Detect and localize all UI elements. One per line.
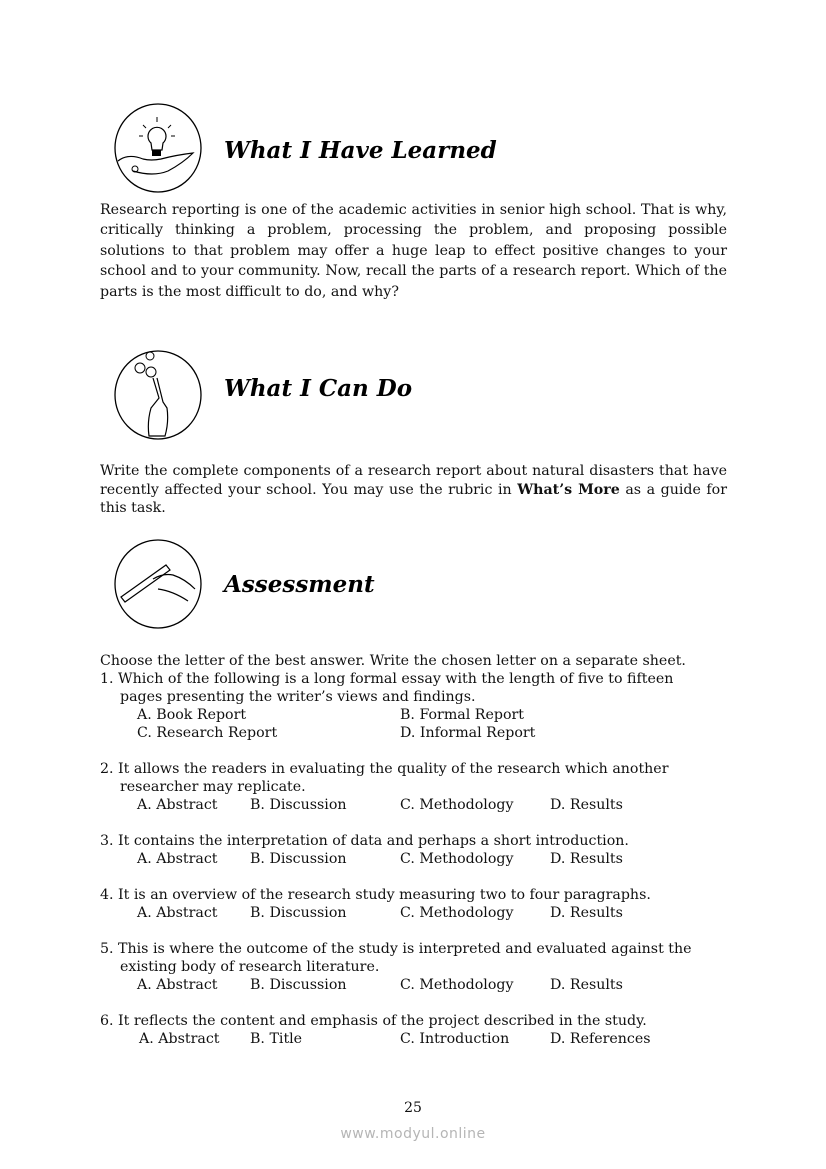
option-c: C. Methodology xyxy=(400,851,514,867)
whats-more-reference: What’s More xyxy=(517,481,620,498)
option-a: A. Abstract xyxy=(137,905,218,921)
question-5: 5. This is where the outcome of the study is interpreted and evaluated against the existing body of research literature. A. Abstract B. Discussion C. Methodology D. Results xyxy=(100,941,692,993)
option-d: D. References xyxy=(550,1031,651,1047)
option-a: A. Book Report xyxy=(137,707,247,723)
option-c: C. Methodology xyxy=(400,977,514,993)
lightbulb-hand-icon xyxy=(113,103,203,193)
option-a: A. Abstract xyxy=(137,797,218,813)
question-1: 1. Which of the following is a long formal essay with the length of five to fifteen pages presenting the writer’s views and findings. A. Book Report B. Formal Report C. Research Report D. Informal Report xyxy=(100,671,674,741)
question-6: 6. It reflects the content and emphasis of the project described in the study. A. Abstract B. Title C. Introduction D. References xyxy=(100,1013,651,1047)
question-2: 2. It allows the readers in evaluating the quality of the research which another researcher may replicate. A. Abstract B. Discussion C. Methodology D. Results xyxy=(100,761,669,813)
option-b: B. Discussion xyxy=(250,797,347,813)
option-c: C. Introduction xyxy=(400,1031,510,1047)
hand-pencil-icon xyxy=(113,539,203,629)
section-title: What I Can Do xyxy=(224,375,413,402)
option-b: B. Title xyxy=(250,1031,303,1047)
option-c: C. Research Report xyxy=(137,725,278,741)
hand-gears-icon xyxy=(113,350,203,440)
option-d: D. Results xyxy=(550,851,623,867)
option-d: D. Results xyxy=(550,797,623,813)
option-b: B. Formal Report xyxy=(400,707,524,723)
section-title: Assessment xyxy=(224,571,375,598)
option-a: A. Abstract xyxy=(139,1031,220,1047)
option-b: B. Discussion xyxy=(250,851,347,867)
option-a: A. Abstract xyxy=(137,977,218,993)
option-b: B. Discussion xyxy=(250,905,347,921)
cando-paragraph: Write the complete components of a research report about natural disasters that have recently affected your school. You may use the rubric in What’s More as a guide for this task. xyxy=(100,463,727,516)
option-d: D. Informal Report xyxy=(400,725,536,741)
option-d: D. Results xyxy=(550,977,623,993)
option-a: A. Abstract xyxy=(137,851,218,867)
question-3: 3. It contains the interpretation of data and perhaps a short introduction. A. Abstract B. Discussion C. Methodology D. Results xyxy=(100,833,629,867)
option-c: C. Methodology xyxy=(400,797,514,813)
page-number: 25 xyxy=(404,1100,422,1116)
watermark: www.modyul.online xyxy=(340,1126,486,1142)
assessment-instructions: Choose the letter of the best answer. Write the chosen letter on a separate sheet. xyxy=(100,653,686,669)
option-b: B. Discussion xyxy=(250,977,347,993)
section-title: What I Have Learned xyxy=(224,137,497,164)
option-d: D. Results xyxy=(550,905,623,921)
learned-paragraph: Research reporting is one of the academic activities in senior high school. That is why, critically thinking a problem, processing the problem, and proposing possible solutions to that problem may offer a huge leap to effect positive changes to your school and to your community. Now, recall the parts of a research report. Which of the parts is the most difficult to do, and why? xyxy=(100,202,727,300)
question-4: 4. It is an overview of the research study measuring two to four paragraphs. A. Abstract B. Discussion C. Methodology D. Results xyxy=(100,887,651,921)
option-c: C. Methodology xyxy=(400,905,514,921)
